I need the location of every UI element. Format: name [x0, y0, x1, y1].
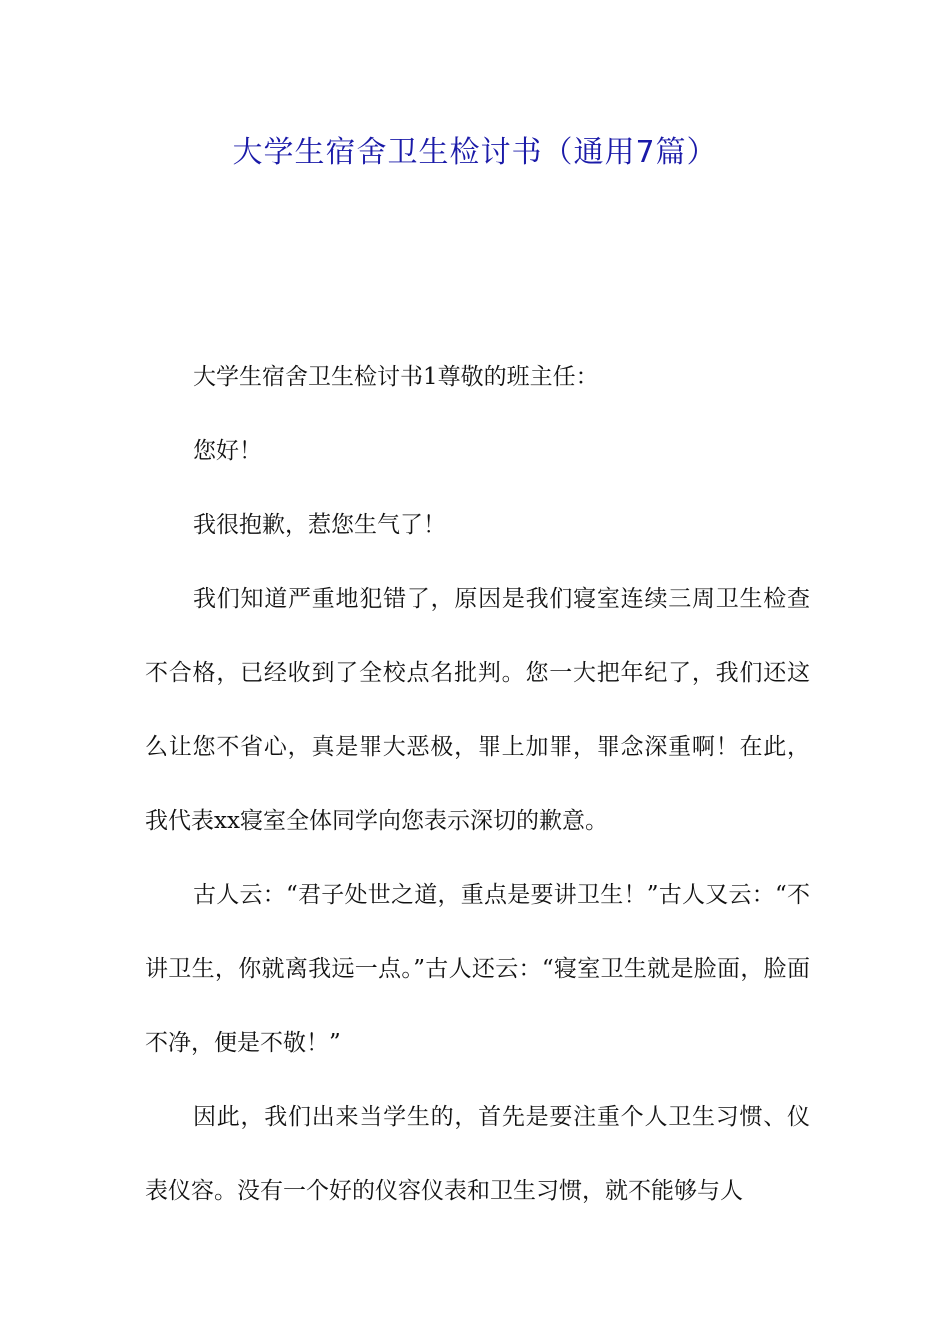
paragraph-apology: 我很抱歉，惹您生气了！: [193, 512, 446, 538]
paragraph-quotes: 古人云：“君子处世之道，重点是要讲卫生！”古人又云：“不讲卫生，你就离我远一点。”古人还云：“寝室卫生就是脸面，脸面不净，便是不敬！”: [145, 882, 810, 1056]
paragraph-salutation: 大学生宿舍卫生检讨书1尊敬的班主任：: [193, 364, 599, 390]
paragraph-greeting: 您好！: [193, 438, 262, 464]
paragraph-conclusion: 因此，我们出来当学生的，首先是要注重个人卫生习惯、仪表仪容。没有一个好的仪容仪表和卫生习惯，就不能够与人: [145, 1104, 810, 1204]
document-body: [145, 340, 810, 1228]
document-title: 大学生宿舍卫生检讨书（通用7篇）: [232, 135, 718, 170]
paragraph-reason: 我们知道严重地犯错了，原因是我们寝室连续三周卫生检查不合格，已经收到了全校点名批判。您一大把年纪了，我们还这么让您不省心，真是罪大恶极，罪上加罪，罪念深重啊！在此，我代表xx寝室全体同学向您表示深切的歉意。: [145, 586, 810, 834]
